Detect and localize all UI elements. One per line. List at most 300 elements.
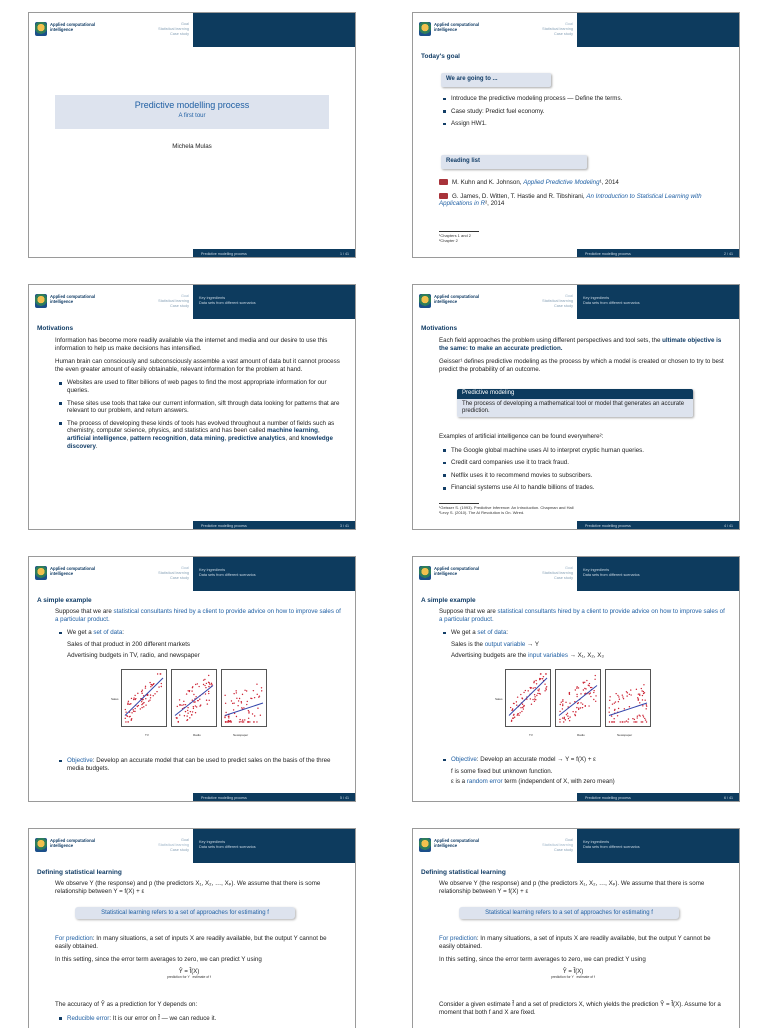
scatter-point: [569, 720, 570, 721]
slide-body: We observe Y (the response) and p (the predictors X₁, X₂, …, Xₚ). We assume that there is some relationship between Y = f(X) + ε: [439, 880, 705, 895]
scatter-point: [239, 698, 240, 699]
scatter-plot-radio: [555, 669, 601, 727]
scatter-point: [572, 711, 573, 712]
scatter-point: [125, 718, 126, 719]
scatter-point: [588, 685, 589, 686]
scatter-point: [588, 705, 589, 706]
scatter-point: [141, 693, 142, 694]
slide-title: A simple example: [37, 597, 92, 604]
scatter-point: [618, 696, 619, 697]
scatter-point: [129, 716, 130, 717]
scatter-point: [125, 711, 126, 712]
scatter-plots: [121, 669, 267, 727]
institute-name: Applied computational intelligence: [434, 838, 480, 848]
scatter-point: [208, 693, 209, 694]
scatter-point: [225, 703, 226, 704]
institute-name: Applied computational intelligence: [50, 838, 96, 848]
scatter-point: [641, 688, 642, 689]
scatter-point: [142, 689, 143, 690]
scatter-point: [546, 689, 547, 690]
slide-body: Each field approaches the problem using different perspectives and tool sets, the ultimate objective is the same: to make an accurate prediction. Geisser¹ defines predictive modeling as the process by which a model is created or chosen to try to best predict the probability of an outcome.: [439, 337, 724, 373]
institute-name: Applied computational intelligence: [434, 22, 480, 32]
scatter-point: [137, 693, 138, 694]
list-item: Case study: Predict fuel economy.: [451, 108, 725, 116]
scatter-point: [584, 688, 585, 689]
slide-2: [412, 12, 740, 258]
scatter-point: [614, 721, 615, 722]
scatter-point: [228, 716, 229, 717]
scatter-point: [633, 721, 634, 722]
scatter-point: [594, 679, 595, 680]
scatter-point: [560, 704, 561, 705]
scatter-point: [562, 717, 563, 718]
title-box: [55, 95, 329, 129]
scatter-point: [237, 705, 238, 706]
scatter-point: [241, 701, 242, 702]
scatter-point: [624, 721, 625, 722]
scatter-point: [195, 712, 196, 713]
section-nav[interactable]: Goal Statistical learning Case study: [158, 22, 189, 36]
presentation-title: Predictive modelling process: [134, 100, 250, 110]
scatter-point: [612, 703, 613, 704]
section-nav[interactable]: Goal Statistical learning Case study: [158, 294, 189, 308]
scatter-point: [629, 694, 630, 695]
scatter-point: [534, 681, 535, 682]
scatter-point: [241, 707, 242, 708]
scatter-point: [187, 690, 188, 691]
scatter-point: [534, 698, 535, 699]
scatter-point: [644, 692, 645, 693]
scatter-point: [242, 719, 243, 720]
scatter-point: [565, 719, 566, 720]
scatter-point: [638, 693, 639, 694]
scatter-point: [611, 721, 612, 722]
fit-line: [225, 703, 263, 716]
scatter-point: [569, 703, 570, 704]
scatter-point: [576, 686, 577, 687]
scatter-point: [127, 716, 128, 717]
scatter-point: [150, 686, 151, 687]
scatter-point: [256, 721, 257, 722]
slide-title: Motivations: [421, 325, 458, 332]
accuracy-text: The accuracy of Ŷ as a prediction for Y depends on: Reducible error: It is our error on f̂ — we can reduce it.: [55, 1001, 341, 1027]
scatter-point: [612, 721, 613, 722]
scatter-point: [261, 687, 262, 688]
scatter-point: [251, 698, 252, 699]
scatter-point: [531, 704, 532, 705]
scatter-point: [133, 697, 134, 698]
slide-body: Suppose that we are statistical consultants hired by a client to provide advice on how to improve sales of a particular product. We get a set of data: Sales is the output variable → Y Advertising budgets are the input variables → X₁, X₂, X₃: [439, 608, 725, 660]
subsection-nav[interactable]: Key ingredients Data sets from different scenarios: [199, 296, 256, 305]
scatter-point: [578, 709, 579, 710]
subsection-nav[interactable]: Key ingredients Data sets from different scenarios: [583, 840, 640, 849]
scatter-point: [627, 692, 628, 693]
scatter-point: [586, 680, 587, 681]
scatter-point: [191, 690, 192, 691]
scatter-point: [208, 675, 209, 676]
scatter-point: [643, 684, 644, 685]
list-item: The Google global machine uses AI to interpret cryptic human queries.: [451, 447, 725, 455]
scatter-plot-tv: [121, 669, 167, 727]
scatter-point: [198, 686, 199, 687]
scatter-point: [609, 700, 610, 701]
scatter-point: [523, 705, 524, 706]
slide-body: Information has become more readily available via the internet and media and our desire to use this information to help us make decisions has intensified. Human brain can consciously and subconsciously assemble a vast amount of data but it cannot process the even greater amount of easily obtainable, relevant information for the problem at hand. Websites are used to filter billions of web pages to find the most appropriate information for our queries. These sites use tools that take our current information, sift through data looking for patterns that are relevant to our problem, and return answers. The process of developing these kinds of tools has evolved throughout a number of fields such as chemistry, computer science, physics, and statistics and has been called machine learning, artificial intelligence, pattern recognition, data mining, predictive analytics, and knowledge discovery.: [55, 337, 340, 450]
scatter-point: [614, 702, 615, 703]
x-axis-label-radio: Radio: [577, 733, 585, 737]
scatter-point: [233, 702, 234, 703]
list-item: Websites are used to filter billions of web pages to find the most appropriate information for our queries.: [67, 379, 341, 394]
scatter-plot-newspaper: [221, 669, 267, 727]
scatter-point: [236, 698, 237, 699]
prediction-formula: Ŷ = f̂(X) prediction for Y estimate of f: [167, 969, 211, 979]
highlight-box: Statistical learning refers to a set of approaches for estimating f: [459, 907, 679, 919]
scatter-point: [614, 709, 615, 710]
scatter-point: [236, 716, 237, 717]
scatter-point: [595, 701, 596, 702]
scatter-point: [530, 688, 531, 689]
scatter-point: [195, 696, 196, 697]
scatter-point: [135, 699, 136, 700]
scatter-point: [127, 704, 128, 705]
section-nav[interactable]: Goal Statistical learning Case study: [542, 294, 573, 308]
scatter-point: [185, 704, 186, 705]
scatter-point: [589, 683, 590, 684]
slide-header: [29, 557, 355, 591]
scatter-point: [208, 686, 209, 687]
scatter-point: [619, 699, 620, 700]
scatter-point: [539, 688, 540, 689]
scatter-point: [537, 693, 538, 694]
scatter-point: [643, 716, 644, 717]
scatter-point: [637, 697, 638, 698]
scatter-point: [562, 699, 563, 700]
slide-footer: Predictive modelling process 1 / 41: [29, 249, 355, 257]
scatter-point: [224, 695, 225, 696]
section-nav[interactable]: Goal Statistical learning Case study: [158, 566, 189, 580]
page-number: 5 / 41: [340, 796, 349, 800]
slide-footer: Predictive modelling process 2 / 41: [413, 249, 739, 257]
scatter-point: [522, 698, 523, 699]
scatter-point: [644, 699, 645, 700]
scatter-point: [563, 721, 564, 722]
university-logo-icon: [419, 294, 431, 308]
scatter-point: [569, 692, 570, 693]
scatter-point: [513, 717, 514, 718]
scatter-plot-tv: [505, 669, 551, 727]
scatter-point: [244, 690, 245, 691]
subsection-nav[interactable]: Key ingredients Data sets from different scenarios: [199, 840, 256, 849]
institute-name: Applied computational intelligence: [50, 566, 96, 576]
slide-6: [412, 556, 740, 802]
scatter-point: [624, 708, 625, 709]
list-item: We get a set of data:: [451, 629, 725, 637]
scatter-point: [242, 721, 243, 722]
scatter-point: [200, 704, 201, 705]
scatter-point: [138, 705, 139, 706]
section-nav[interactable]: Goal Statistical learning Case study: [542, 838, 573, 852]
institute-name: Applied computational intelligence: [50, 22, 96, 32]
scatter-point: [534, 701, 535, 702]
scatter-point: [636, 689, 637, 690]
scatter-point: [187, 712, 188, 713]
scatter-point: [204, 679, 205, 680]
scatter-point: [513, 714, 514, 715]
scatter-point: [134, 711, 135, 712]
scatter-point: [518, 713, 519, 714]
scatter-point: [590, 692, 591, 693]
scatter-point: [641, 721, 642, 722]
scatter-point: [639, 695, 640, 696]
scatter-point: [527, 690, 528, 691]
scatter-point: [568, 718, 569, 719]
university-logo-icon: [419, 22, 431, 36]
scatter-point: [564, 718, 565, 719]
scatter-point: [632, 718, 633, 719]
scatter-point: [585, 706, 586, 707]
scatter-point: [559, 719, 560, 720]
scatter-point: [177, 706, 178, 707]
scatter-point: [629, 706, 630, 707]
scatter-point: [206, 683, 207, 684]
scatter-point: [183, 701, 184, 702]
scatter-point: [140, 708, 141, 709]
scatter-point: [617, 715, 618, 716]
section-nav[interactable]: Goal Statistical learning Case study: [542, 22, 573, 36]
scatter-point: [254, 715, 255, 716]
scatter-point: [145, 686, 146, 687]
scatter-point: [199, 698, 200, 699]
scatter-point: [187, 719, 188, 720]
slide-header: [29, 285, 355, 319]
scatter-point: [530, 698, 531, 699]
scatter-point: [525, 690, 526, 691]
scatter-point: [244, 719, 245, 720]
scatter-point: [253, 690, 254, 691]
institute-name: Applied computational intelligence: [434, 566, 480, 576]
scatter-point: [516, 705, 517, 706]
scatter-point: [622, 721, 623, 722]
subsection-nav[interactable]: Key ingredients Data sets from different scenarios: [583, 568, 640, 577]
scatter-point: [521, 711, 522, 712]
scatter-point: [576, 707, 577, 708]
university-logo-icon: [419, 566, 431, 580]
scatter-point: [235, 690, 236, 691]
scatter-point: [161, 683, 162, 684]
scatter-plot-newspaper: [605, 669, 651, 727]
scatter-point: [184, 715, 185, 716]
page-number: 2 / 41: [724, 252, 733, 256]
scatter-point: [609, 696, 610, 697]
scatter-point: [565, 702, 566, 703]
scatter-point: [179, 699, 180, 700]
list-item: Objective: Develop an accurate model that can be used to predict sales on the basis of the three media budgets.: [67, 757, 341, 772]
scatter-point: [225, 721, 226, 722]
scatter-point: [192, 711, 193, 712]
slide-header: [413, 829, 739, 863]
subsection-nav[interactable]: Key ingredients Data sets from different scenarios: [583, 296, 640, 305]
scatter-point: [195, 684, 196, 685]
slide-footer: Predictive modelling process 3 / 41: [29, 521, 355, 529]
institute-name: Applied computational intelligence: [434, 294, 480, 304]
footnotes: ¹Geisser S. (1993). Predictive Inference: An Introduction. Chapman and Hall ²Levy S. (2010). The AI Revolution is On. Wired.: [439, 505, 574, 515]
fit-line: [559, 686, 597, 716]
scatter-point: [562, 703, 563, 704]
scatter-point: [522, 707, 523, 708]
scatter-point: [132, 709, 133, 710]
scatter-point: [580, 702, 581, 703]
scatter-point: [186, 693, 187, 694]
prediction-text: For prediction: In many situations, a set of inputs X are readily available, but the output Y cannot be easily obtained. In this setting, since the error term averages to zero, we can predict Y using: [439, 935, 711, 964]
scatter-point: [575, 689, 576, 690]
slide-header: [413, 13, 739, 47]
scatter-point: [620, 721, 621, 722]
goal-list: [439, 95, 725, 133]
scatter-point: [520, 694, 521, 695]
scatter-point: [259, 695, 260, 696]
scatter-point: [134, 695, 135, 696]
scatter-point: [183, 704, 184, 705]
section-nav[interactable]: Goal Statistical learning Case study: [158, 838, 189, 852]
scatter-point: [591, 687, 592, 688]
scatter-point: [197, 683, 198, 684]
block-header: Reading list: [441, 155, 587, 169]
scatter-point: [641, 690, 642, 691]
scatter-point: [191, 714, 192, 715]
scatter-point: [569, 716, 570, 717]
scatter-point: [518, 715, 519, 716]
scatter-point: [540, 673, 541, 674]
scatter-point: [125, 709, 126, 710]
scatter-point: [578, 707, 579, 708]
list-item: The process of developing these kinds of tools has evolved throughout a number of fields such as chemistry, computer science, physics, and statistics and has been called machine learning, artificial intelligence, pattern recognition, data mining, predictive analytics, and knowledge discovery.: [67, 420, 341, 450]
list-item: Assign HW1.: [451, 120, 725, 128]
scatter-point: [193, 694, 194, 695]
scatter-point: [208, 682, 209, 683]
scatter-point: [546, 686, 547, 687]
scatter-point: [511, 710, 512, 711]
section-nav[interactable]: Goal Statistical learning Case study: [542, 566, 573, 580]
scatter-point: [511, 721, 512, 722]
examples: Examples of artificial intelligence can be found everywhere²: The Google global machine uses AI to interpret cryptic human queries. Credit card companies use it to track fraud. Netflix uses it to recommend movies to subscribers. Financial systems use AI to handle billions of trades.: [439, 433, 725, 497]
scatter-point: [593, 692, 594, 693]
scatter-point: [193, 706, 194, 707]
scatter-point: [645, 719, 646, 720]
slide-title: Defining statistical learning: [421, 869, 506, 876]
scatter-point: [618, 701, 619, 702]
page-number: 1 / 41: [340, 252, 349, 256]
scatter-point: [203, 684, 204, 685]
list-item: Credit card companies use it to track fraud.: [451, 459, 725, 467]
scatter-point: [161, 686, 162, 687]
scatter-point: [590, 687, 591, 688]
scatter-point: [225, 712, 226, 713]
y-axis-label: Sales: [495, 697, 503, 701]
scatter-point: [257, 694, 258, 695]
objective: [55, 757, 341, 777]
scatter-point: [133, 699, 134, 700]
scatter-point: [141, 701, 142, 702]
prediction-text: For prediction: In many situations, a set of inputs X are readily available, but the output Y cannot be easily obtained. In this setting, since the error term averages to zero, we can predict Y using: [55, 935, 327, 964]
scatter-point: [209, 684, 210, 685]
scatter-point: [257, 708, 258, 709]
scatter-point: [134, 708, 135, 709]
prediction-formula: Ŷ = f̂(X) prediction for Y estimate of f: [551, 969, 595, 979]
scatter-point: [523, 692, 524, 693]
scatter-point: [636, 721, 637, 722]
scatter-point: [618, 708, 619, 709]
scatter-point: [578, 687, 579, 688]
scatter-point: [575, 715, 576, 716]
university-logo-icon: [35, 566, 47, 580]
slide-title: Today's goal: [421, 53, 460, 60]
slide-4: [412, 284, 740, 530]
scatter-point: [637, 717, 638, 718]
scatter-point: [642, 721, 643, 722]
scatter-point: [545, 673, 546, 674]
objective: Objective: Develop an accurate model → Y = f(X) + ε f is some fixed but unknown function. ε is a random error term (independent of X, with zero mean): [439, 756, 725, 786]
scatter-point: [622, 696, 623, 697]
list-item: Financial systems use AI to handle billions of trades.: [451, 484, 725, 492]
scatter-point: [595, 695, 596, 696]
scatter-point: [575, 711, 576, 712]
subsection-nav[interactable]: Key ingredients Data sets from different scenarios: [199, 568, 256, 577]
scatter-point: [158, 686, 159, 687]
scatter-point: [231, 700, 232, 701]
slide-3: [28, 284, 356, 530]
scatter-point: [544, 690, 545, 691]
scatter-point: [192, 686, 193, 687]
slide-footer: Predictive modelling process 4 / 41: [413, 521, 739, 529]
scatter-point: [626, 695, 627, 696]
scatter-point: [239, 721, 240, 722]
scatter-point: [582, 707, 583, 708]
scatter-point: [513, 703, 514, 704]
scatter-point: [160, 673, 161, 674]
scatter-point: [156, 691, 157, 692]
footnotes: ¹Chapters 1 and 2 ²Chapter 2: [439, 233, 472, 243]
scatter-point: [522, 704, 523, 705]
scatter-point: [644, 718, 645, 719]
scatter-point: [536, 695, 537, 696]
university-logo-icon: [419, 838, 431, 852]
scatter-point: [205, 687, 206, 688]
list-item: Introduce the predictive modeling process — Define the terms.: [451, 95, 725, 103]
scatter-point: [193, 701, 194, 702]
scatter-point: [153, 684, 154, 685]
definition-box: Predictive modeling The process of developing a mathematical tool or model that generates an accurate prediction.: [457, 389, 693, 417]
scatter-point: [642, 715, 643, 716]
slide-5: [28, 556, 356, 802]
estimate-text: Consider a given estimate f̂ and a set of predictors X, which yields the prediction Ŷ = f̂(X). Assume for a moment that both f and X are fixed.: [439, 1001, 721, 1016]
scatter-point: [514, 717, 515, 718]
scatter-point: [206, 700, 207, 701]
scatter-point: [562, 708, 563, 709]
scatter-point: [207, 703, 208, 704]
scatter-point: [227, 721, 228, 722]
slide-body: We observe Y (the response) and p (the predictors X₁, X₂, …, Xₚ). We assume that there is some relationship between Y = f(X) + ε: [55, 880, 321, 895]
scatter-point: [246, 704, 247, 705]
university-logo-icon: [35, 294, 47, 308]
scatter-point: [535, 680, 536, 681]
scatter-point: [510, 707, 511, 708]
scatter-point: [242, 694, 243, 695]
scatter-point: [150, 697, 151, 698]
scatter-point: [623, 698, 624, 699]
scatter-point: [512, 708, 513, 709]
scatter-point: [189, 691, 190, 692]
scatter-point: [580, 707, 581, 708]
